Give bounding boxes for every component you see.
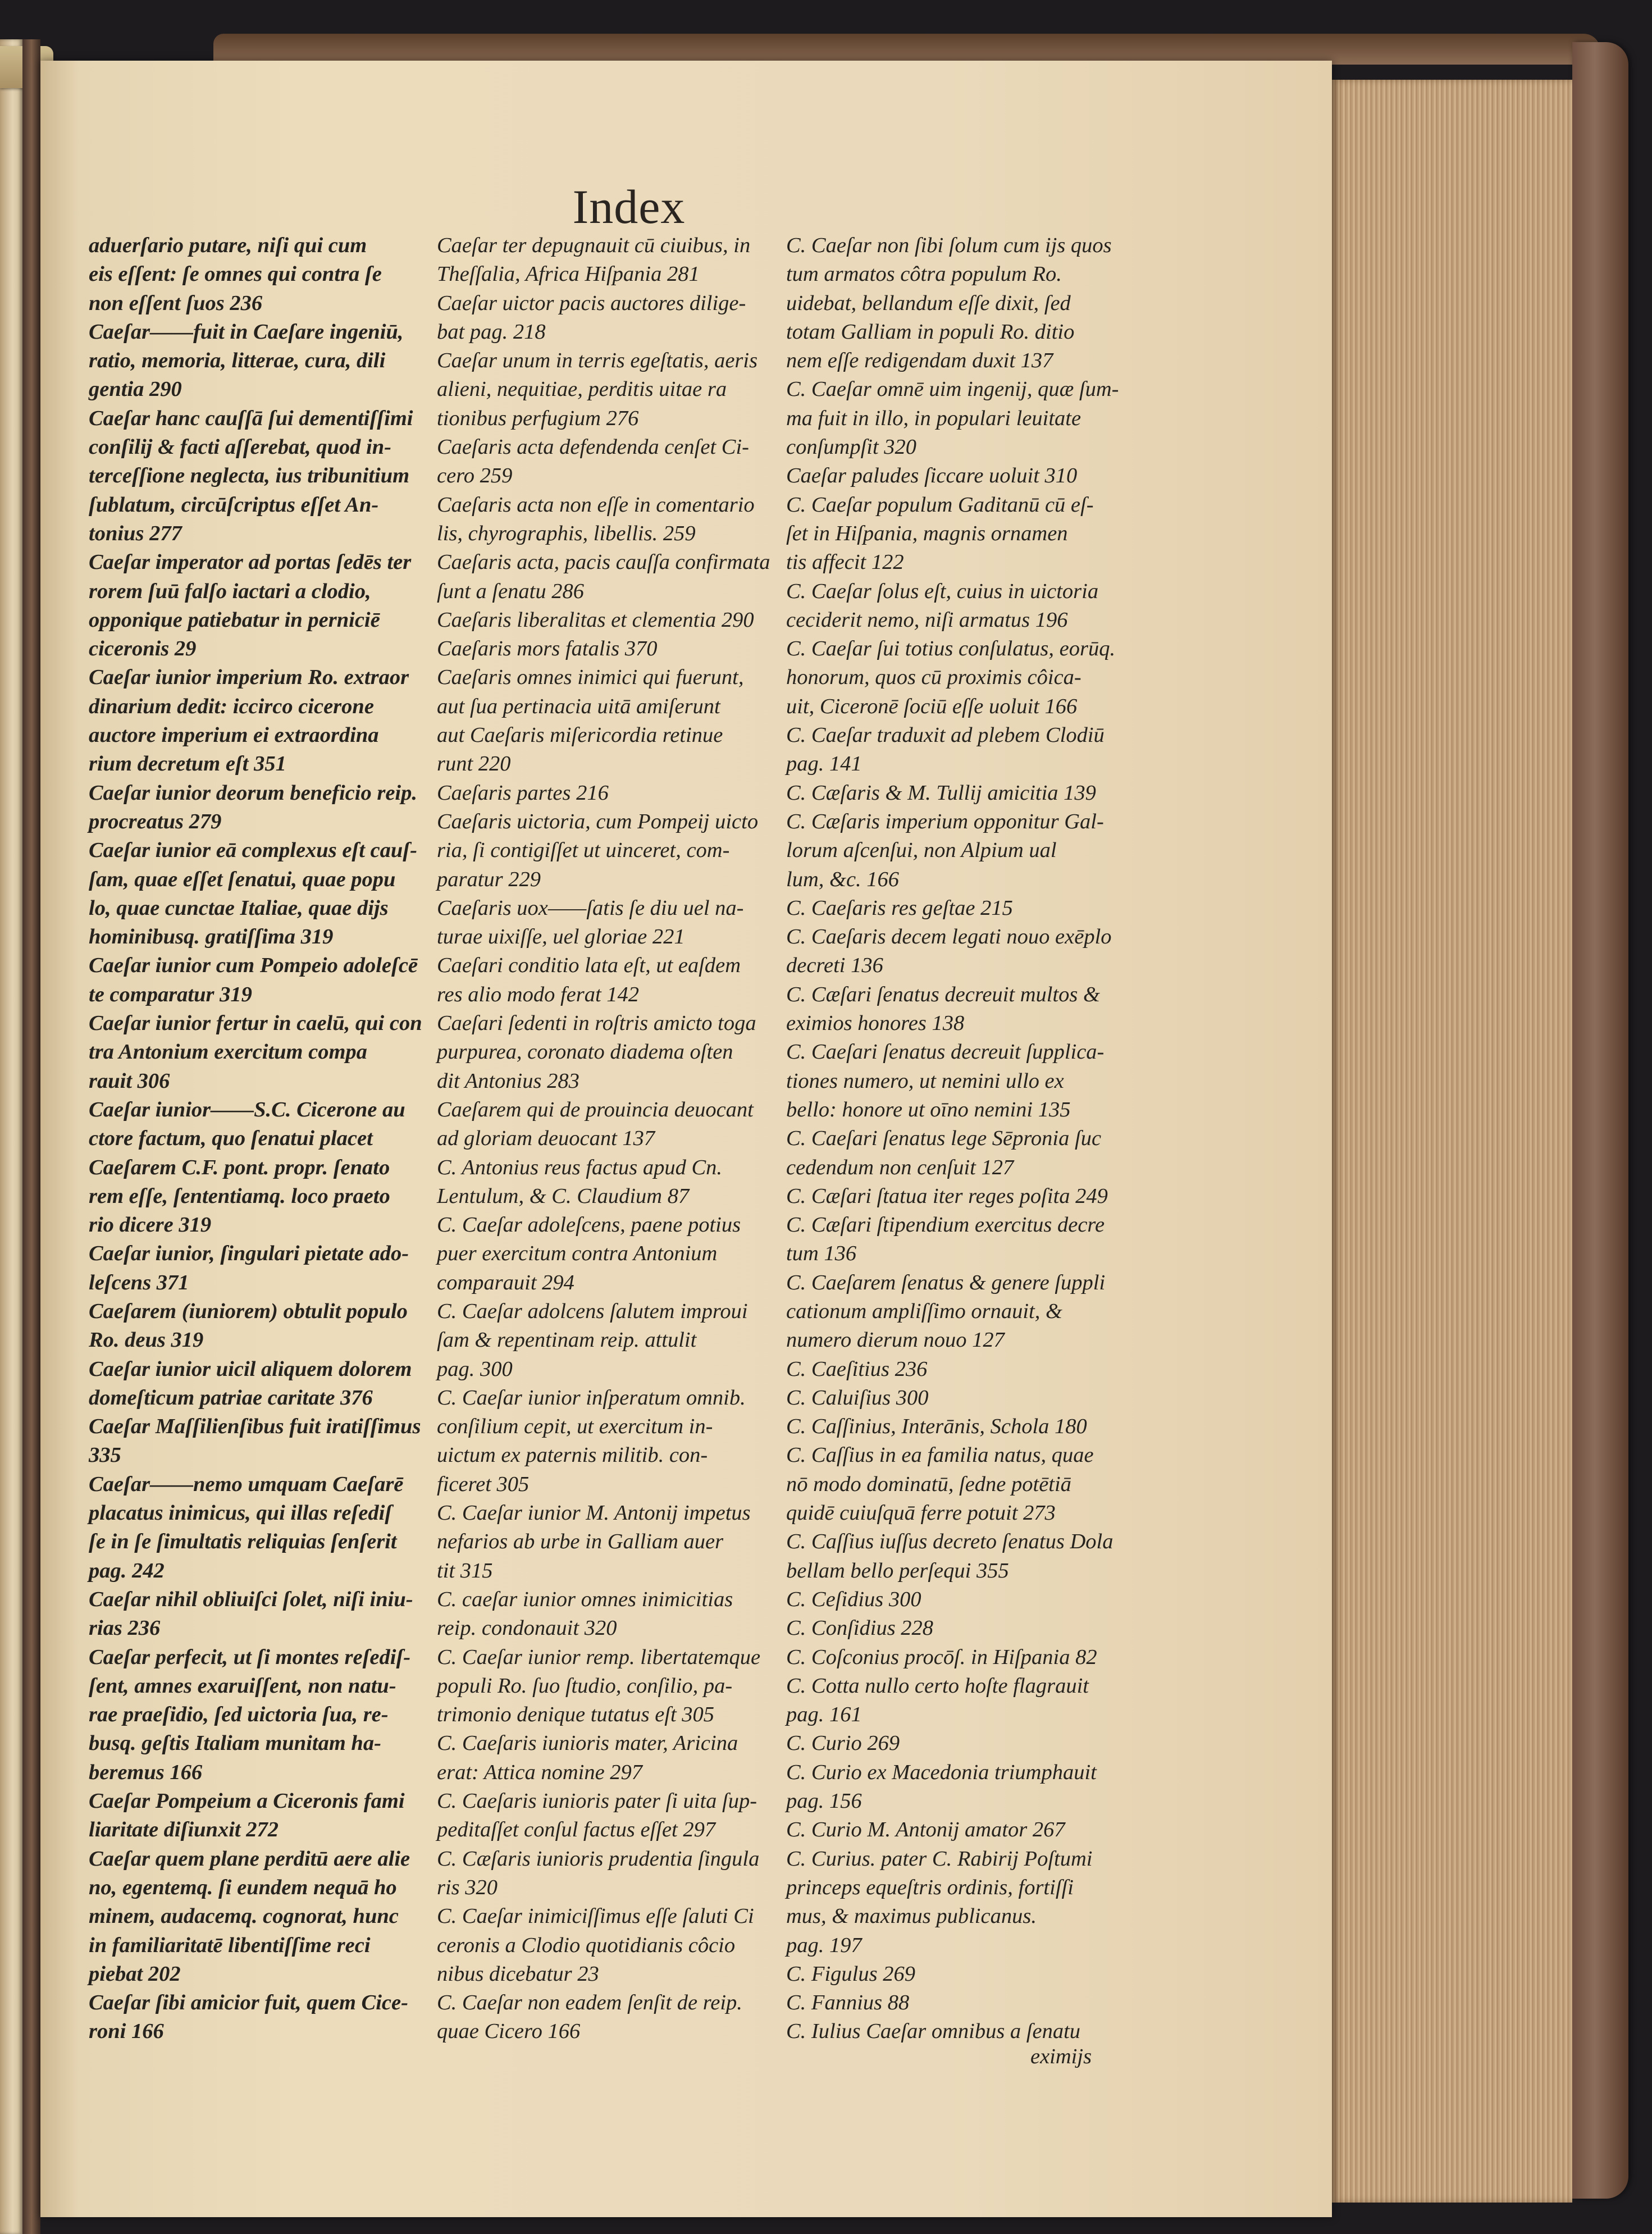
index-entry-line: ſublatum, circūſcriptus eſſet An- bbox=[89, 493, 379, 517]
index-entry-line: res alio modo ferat 142 bbox=[437, 982, 640, 1006]
index-entry-line: rium decretum eſt 351 bbox=[89, 752, 286, 776]
index-entry-line: Caeſaris mors fatalis 370 bbox=[437, 637, 658, 661]
gutter bbox=[22, 39, 40, 2234]
index-entry-line: C. Cotta nullo certo hoſte flagrauit bbox=[786, 1674, 1089, 1698]
index-entry-line: Caeſar iunior uicil aliquem dolorem bbox=[89, 1357, 412, 1381]
index-entry-line: C. Caſſius in ea familia natus, quae bbox=[786, 1443, 1094, 1467]
index-entry-line: Caeſaris acta non eſſe in comentario bbox=[437, 493, 755, 517]
index-entry-line: C. Cæſari ſtatua iter reges poſita 249 bbox=[786, 1184, 1108, 1208]
index-entry-line: tiones numero, ut nemini ullo ex bbox=[786, 1069, 1064, 1093]
index-entry-line: Caeſar quem plane perditū aere alie bbox=[89, 1847, 410, 1871]
index-entry-line: nō modo dominatū, ſedne potētiā bbox=[786, 1472, 1071, 1496]
index-entry-line: tum 136 bbox=[786, 1242, 857, 1266]
index-entry-line: aduerſario putare, niſi qui cum bbox=[89, 234, 367, 257]
index-entry-line: eximios honores 138 bbox=[786, 1011, 965, 1036]
index-entry-line: pag. 161 bbox=[786, 1703, 862, 1727]
index-entry-line: Ro. deus 319 bbox=[89, 1328, 204, 1352]
index-entry-line: dinarium dedit: iccirco cicerone bbox=[89, 694, 374, 718]
index-entry-line: cedendum non cenſuit 127 bbox=[786, 1155, 1014, 1179]
index-entry-line: Caeſarem (iuniorem) obtulit populo bbox=[89, 1299, 408, 1323]
index-entry-line: conſilij & facti aſſerebat, quod in- bbox=[89, 435, 391, 459]
index-entry-line: decreti 136 bbox=[786, 954, 883, 978]
index-entry-line: C. Caeſaris decem legati nouo exēplo bbox=[786, 925, 1112, 949]
index-entry-line: conſumpſit 320 bbox=[786, 435, 917, 459]
index-entry-line: totam Galliam in populi Ro. ditio bbox=[786, 320, 1075, 344]
index-entry-line: C. Curio ex Macedonia triumphauit bbox=[786, 1760, 1097, 1784]
index-entry-line: ſam & repentinam reip. attulit bbox=[437, 1328, 697, 1352]
index-entry-line: C. Cæſaris imperium opponitur Gal- bbox=[786, 809, 1104, 833]
index-entry-line: cero 259 bbox=[437, 464, 513, 488]
index-entry-line: tum armatos côtra populum Ro. bbox=[786, 262, 1062, 286]
index-entry-line: C. Fannius 88 bbox=[786, 1991, 910, 2015]
index-entry-line: nefarios ab urbe in Galliam auer bbox=[437, 1530, 724, 1554]
index-entry-line: rauit 306 bbox=[89, 1069, 170, 1093]
index-entry-line: ſunt a ſenatu 286 bbox=[437, 579, 584, 603]
index-entry-line: C. Caeſar adoleſcens, paene potius bbox=[437, 1213, 741, 1237]
index-entry-line: Caeſar Maſſilienſibus fuit iratiſſimus bbox=[89, 1415, 421, 1439]
index-entry-line: uidebat, bellandum eſſe dixit, ſed bbox=[786, 291, 1071, 315]
index-entry-line: Caeſar ſibi amicior fuit, quem Cice- bbox=[89, 1991, 408, 2015]
index-entry-line: C. Ceſidius 300 bbox=[786, 1587, 921, 1611]
index-entry-line: ctore factum, quo ſenatui placet bbox=[89, 1127, 373, 1151]
index-entry-line: C. Cæſari ſenatus decreuit multos & bbox=[786, 982, 1100, 1006]
index-entry-line: Caeſaris uictoria, cum Pompeij uicto bbox=[437, 809, 759, 833]
index-entry-line: conſilium cepit, ut exercitum in- bbox=[437, 1415, 713, 1439]
index-entry-line: turae uixiſſe, uel gloriae 221 bbox=[437, 925, 685, 949]
index-entry-line: domeſticum patriae caritate 376 bbox=[89, 1385, 373, 1410]
cover-right bbox=[1572, 42, 1628, 2199]
index-entry-line: C. Cæſaris iunioris prudentia ſingula bbox=[437, 1847, 760, 1871]
index-entry-line: auctore imperium ei extraordina bbox=[89, 723, 379, 747]
index-entry-line: Caeſari conditio lata eſt, ut eaſdem bbox=[437, 954, 741, 978]
index-entry-line: C. Caeſar adolcens ſalutem improui bbox=[437, 1299, 748, 1323]
index-entry-line: Caeſaris acta, pacis cauſſa confirmata bbox=[437, 550, 770, 575]
index-entry-line: C. Caeſitius 236 bbox=[786, 1357, 928, 1381]
index-entry-line: nibus dicebatur 23 bbox=[437, 1962, 599, 1986]
index-entry-line: roni 166 bbox=[89, 2019, 164, 2044]
index-entry-line: Caeſar uictor pacis auctores dilige- bbox=[437, 291, 746, 315]
index-entry-line: honorum, quos cū proximis côica- bbox=[786, 665, 1081, 690]
index-entry-line: pag. 141 bbox=[786, 752, 862, 776]
index-entry-line: C. Caeſar ſolus eſt, cuius in uictoria bbox=[786, 579, 1099, 603]
index-entry-line: minem, audacemq. cognorat, hunc bbox=[89, 1904, 399, 1928]
page-block-edge bbox=[1332, 80, 1572, 2203]
index-entry-line: bat pag. 218 bbox=[437, 320, 546, 344]
index-entry-line: C. Caeſarem ſenatus & genere ſuppli bbox=[786, 1270, 1106, 1294]
index-entry-line: C. Conſidius 228 bbox=[786, 1616, 934, 1640]
index-column-2 bbox=[437, 231, 774, 2046]
index-entry-line: C. Caeſar non eadem ſenſit de reip. bbox=[437, 1991, 742, 2015]
index-entry-line: tra Antonium exercitum compa bbox=[89, 1040, 367, 1064]
cover-top bbox=[213, 34, 1600, 65]
index-entry-line: Caeſaris omnes inimici qui fuerunt, bbox=[437, 665, 744, 690]
index-column-1 bbox=[89, 231, 422, 2046]
index-entry-line: trimonio denique tutatus eſt 305 bbox=[437, 1703, 715, 1727]
index-entry-line: ficeret 305 bbox=[437, 1472, 530, 1496]
index-entry-line: Theſſalia, Africa Hiſpania 281 bbox=[437, 262, 700, 286]
index-entry-line: aut ſua pertinacia uitā amiſerunt bbox=[437, 694, 720, 718]
index-entry-line: ſent, amnes exaruiſſent, non natu- bbox=[89, 1674, 396, 1698]
index-entry-line: C. Caſſinius, Interānis, Schola 180 bbox=[786, 1415, 1087, 1439]
index-entry-line: C. Caeſar iunior inſperatum omnib. bbox=[437, 1385, 746, 1410]
index-entry-line: Caeſar——fuit in Caeſare ingeniū, bbox=[89, 320, 404, 344]
index-entry-line: C. Caeſar traduxit ad plebem Clodiū bbox=[786, 723, 1105, 747]
index-entry-line: ſe in ſe ſimultatis reliquias ſenſerit bbox=[89, 1530, 397, 1554]
index-entry-line: C. Caſſius iuſſus decreto ſenatus Dola bbox=[786, 1530, 1113, 1554]
index-entry-line: C. Caeſar populum Gaditanū cū eſ- bbox=[786, 493, 1094, 517]
index-entry-line: rae praeſidio, ſed uictoria ſua, re- bbox=[89, 1703, 389, 1727]
index-entry-line: C. Antonius reus factus apud Cn. bbox=[437, 1155, 723, 1179]
index-entry-line: opponique patiebatur in perniciē bbox=[89, 608, 380, 632]
index-entry-line: Caeſaris liberalitas et clementia 290 bbox=[437, 608, 754, 632]
index-entry-line: Caeſar iunior deorum beneficio reip. bbox=[89, 781, 417, 805]
index-entry-line: terceſſione neglecta, ius tribunitium bbox=[89, 464, 410, 488]
index-entry-line: non eſſent ſuos 236 bbox=[89, 291, 263, 315]
index-entry-line: C. Caeſar omnē uim ingenij, quæ ſum- bbox=[786, 377, 1119, 402]
running-head: Index bbox=[572, 180, 686, 234]
index-entry-line: mus, & maximus publicanus. bbox=[786, 1904, 1037, 1928]
index-entry-line: pag. 197 bbox=[786, 1933, 862, 1957]
index-entry-line: eis eſſent: ſe omnes qui contra ſe bbox=[89, 262, 382, 286]
index-entry-line: te comparatur 319 bbox=[89, 982, 252, 1006]
index-entry-line: Caeſar ter depugnauit cū ciuibus, in bbox=[437, 234, 751, 257]
index-entry-line: liaritate diſiunxit 272 bbox=[89, 1818, 279, 1842]
index-entry-line: ſet in Hiſpania, magnis ornamen bbox=[786, 521, 1068, 545]
index-entry-line: numero dierum nouo 127 bbox=[786, 1328, 1005, 1352]
index-entry-line: tonius 277 bbox=[89, 521, 182, 545]
index-entry-line: bellam bello perſequi 355 bbox=[786, 1558, 1009, 1583]
index-entry-line: C. Caeſar iunior remp. libertatemque bbox=[437, 1645, 761, 1669]
index-entry-line: procreatus 279 bbox=[89, 809, 222, 833]
index-entry-line: nem eſſe redigendam duxit 137 bbox=[786, 349, 1053, 373]
index-entry-line: runt 220 bbox=[437, 752, 511, 776]
index-entry-line: rorem ſuū falſo iactari a clodio, bbox=[89, 579, 371, 603]
index-entry-line: C. Cæſaris & M. Tullij amicitia 139 bbox=[786, 781, 1096, 805]
index-entry-line: pag. 300 bbox=[437, 1357, 513, 1381]
index-entry-line: comparauit 294 bbox=[437, 1270, 574, 1294]
index-entry-line: lis, chyrographis, libellis. 259 bbox=[437, 521, 696, 545]
index-entry-line: C. Curio M. Antonij amator 267 bbox=[786, 1818, 1065, 1842]
index-entry-line: in familiaritatē libentiſſime reci bbox=[89, 1933, 371, 1957]
index-entry-line: Caeſaris uox——ſatis ſe diu uel na- bbox=[437, 896, 744, 920]
index-entry-line: pag. 242 bbox=[89, 1558, 165, 1583]
index-entry-line: Caeſar imperator ad portas ſedēs ter bbox=[89, 550, 412, 575]
index-entry-line: no, egentemq. ſi eundem nequā ho bbox=[89, 1875, 397, 1899]
index-entry-line: C. Caeſar inimiciſſimus eſſe ſaluti Ci bbox=[437, 1904, 754, 1928]
index-entry-line: dit Antonius 283 bbox=[437, 1069, 579, 1093]
index-entry-line: Caeſar hanc cauſſā ſui dementiſſimi bbox=[89, 406, 413, 430]
index-entry-line: C. Caluiſius 300 bbox=[786, 1385, 929, 1410]
index-entry-line: Caeſar iunior fertur in caelū, qui con bbox=[89, 1011, 422, 1036]
index-entry-line: 335 bbox=[89, 1443, 121, 1467]
index-entry-line: tit 315 bbox=[437, 1558, 493, 1583]
index-entry-line: C. Caeſar ſui totius conſulatus, eorūq. bbox=[786, 637, 1116, 661]
index-entry-line: C. Caeſaris res geſtae 215 bbox=[786, 896, 1013, 920]
index-entry-line: uictum ex paternis militib. con- bbox=[437, 1443, 708, 1467]
index-entry-line: rias 236 bbox=[89, 1616, 161, 1640]
index-entry-line: paratur 229 bbox=[437, 867, 541, 891]
index-entry-line: C. Caeſar non ſibi ſolum cum ijs quos bbox=[786, 234, 1112, 257]
left-page-edge bbox=[0, 39, 22, 2234]
index-entry-line: ceciderit nemo, niſi armatus 196 bbox=[786, 608, 1068, 632]
index-entry-line: ad gloriam deuocant 137 bbox=[437, 1127, 655, 1151]
index-entry-line: Caeſar iunior imperium Ro. extraor bbox=[89, 665, 409, 690]
index-entry-line: ris 320 bbox=[437, 1875, 498, 1899]
index-entry-line: rio dicere 319 bbox=[89, 1213, 212, 1237]
index-entry-line: C. caeſar iunior omnes inimicitias bbox=[437, 1587, 733, 1611]
index-entry-line: C. Figulus 269 bbox=[786, 1962, 915, 1986]
index-entry-line: Caeſar iunior, ſingulari pietate ado- bbox=[89, 1242, 409, 1266]
index-entry-line: C. Cæſari ſtipendium exercitus decre bbox=[786, 1213, 1105, 1237]
index-entry-line: ceronis a Clodio quotidianis côcio bbox=[437, 1933, 736, 1957]
index-column-3 bbox=[786, 231, 1162, 2046]
index-entry-line: Caeſaris partes 216 bbox=[437, 781, 609, 805]
index-entry-line: Caeſarem C.F. pont. propr. ſenato bbox=[89, 1155, 390, 1179]
index-entry-line: bello: honore ut oīno nemini 135 bbox=[786, 1097, 1071, 1121]
catchword: eximijs bbox=[1030, 2045, 1092, 2068]
index-entry-line: rem eſſe, ſententiamq. loco praeto bbox=[89, 1184, 390, 1208]
index-entry-line: leſcens 371 bbox=[89, 1270, 189, 1294]
index-entry-line: Caeſar unum in terris egeſtatis, aeris bbox=[437, 349, 758, 373]
index-entry-line: Caeſar iunior cum Pompeio adoleſcē bbox=[89, 954, 418, 978]
index-entry-line: erat: Attica nomine 297 bbox=[437, 1760, 643, 1784]
index-entry-line: Caeſar Pompeium a Ciceronis fami bbox=[89, 1789, 405, 1813]
index-entry-line: tis affecit 122 bbox=[786, 550, 904, 575]
index-entry-line: ſam, quae eſſet ſenatui, quae popu bbox=[89, 867, 396, 891]
index-entry-line: busq. geſtis Italiam munitam ha- bbox=[89, 1731, 381, 1756]
index-entry-line: Caeſar perfecit, ut ſi montes reſediſ- bbox=[89, 1645, 411, 1669]
index-entry-line: C. Curio 269 bbox=[786, 1731, 900, 1756]
index-entry-line: aut Caeſaris miſericordia retinue bbox=[437, 723, 723, 747]
index-entry-line: Caeſar paludes ſiccare uoluit 310 bbox=[786, 464, 1078, 488]
index-entry-line: quae Cicero 166 bbox=[437, 2019, 581, 2044]
index-entry-line: ria, ſi contigiſſet ut uinceret, com- bbox=[437, 838, 730, 863]
index-entry-line: C. Caeſaris iunioris mater, Aricina bbox=[437, 1731, 738, 1756]
index-entry-line: puer exercitum contra Antonium bbox=[437, 1242, 718, 1266]
index-entry-line: Lentulum, & C. Claudium 87 bbox=[437, 1184, 690, 1208]
index-entry-line: Caeſari ſedenti in roſtris amicto toga bbox=[437, 1011, 756, 1036]
index-entry-line: C. Caeſaris iunioris pater ſi uita ſup- bbox=[437, 1789, 757, 1813]
index-entry-line: Caeſar iunior eā complexus eſt cauſ- bbox=[89, 838, 417, 863]
index-entry-line: Caeſar nihil obliuiſci ſolet, niſi iniu- bbox=[89, 1587, 413, 1611]
index-entry-line: lo, quae cunctae Italiae, quae dijs bbox=[89, 896, 389, 920]
index-entry-line: Caeſar iunior——S.C. Cicerone au bbox=[89, 1097, 405, 1121]
index-entry-line: uit, Ciceronē ſociū eſſe uoluit 166 bbox=[786, 694, 1078, 718]
index-entry-line: peditaſſet conſul factus eſſet 297 bbox=[437, 1818, 716, 1842]
index-entry-line: purpurea, coronato diadema oſten bbox=[437, 1040, 733, 1064]
index-entry-line: reip. condonauit 320 bbox=[437, 1616, 617, 1640]
index-entry-line: ciceronis 29 bbox=[89, 637, 197, 661]
index-entry-line: C. Curius. pater C. Rabirij Poſtumi bbox=[786, 1847, 1093, 1871]
index-entry-line: hominibusq. gratiſſima 319 bbox=[89, 925, 334, 949]
index-entry-line: C. Caeſari ſenatus decreuit ſupplica- bbox=[786, 1040, 1105, 1064]
index-entry-line: piebat 202 bbox=[89, 1962, 181, 1986]
index-entry-line: C. Coſconius procōſ. in Hiſpania 82 bbox=[786, 1645, 1097, 1669]
index-entry-line: tionibus perfugium 276 bbox=[437, 406, 639, 430]
index-entry-line: princeps equeſtris ordinis, fortiſſi bbox=[786, 1875, 1074, 1899]
index-entry-line: C. Iulius Caeſar omnibus a ſenatu bbox=[786, 2019, 1081, 2044]
index-entry-line: populi Ro. ſuo ſtudio, conſilio, pa- bbox=[437, 1674, 733, 1698]
index-entry-line: alieni, nequitiae, perditis uitae ra bbox=[437, 377, 727, 402]
index-entry-line: cationum ampliſſimo ornauit, & bbox=[786, 1299, 1062, 1323]
index-entry-line: C. Caeſar iunior M. Antonij impetus bbox=[437, 1501, 751, 1525]
index-entry-line: quidē cuiuſquā ferre potuit 273 bbox=[786, 1501, 1056, 1525]
index-entry-line: ma fuit in illo, in populari leuitate bbox=[786, 406, 1081, 430]
index-entry-line: Caeſaris acta defendenda cenſet Ci- bbox=[437, 435, 749, 459]
index-entry-line: gentia 290 bbox=[89, 377, 182, 402]
index-entry-line: beremus 166 bbox=[89, 1760, 203, 1784]
index-entry-line: lum, &c. 166 bbox=[786, 867, 900, 891]
index-entry-line: placatus inimicus, qui illas reſediſ bbox=[89, 1501, 393, 1525]
index-entry-line: Caeſar——nemo umquam Caeſarē bbox=[89, 1472, 404, 1496]
index-entry-line: C. Caeſari ſenatus lege Sēpronia ſuc bbox=[786, 1127, 1102, 1151]
index-entry-line: ratio, memoria, litterae, cura, dili bbox=[89, 349, 386, 373]
index-entry-line: Caeſarem qui de prouincia deuocant bbox=[437, 1097, 754, 1121]
index-entry-line: pag. 156 bbox=[786, 1789, 862, 1813]
index-entry-line: lorum aſcenſui, non Alpium ual bbox=[786, 838, 1057, 863]
